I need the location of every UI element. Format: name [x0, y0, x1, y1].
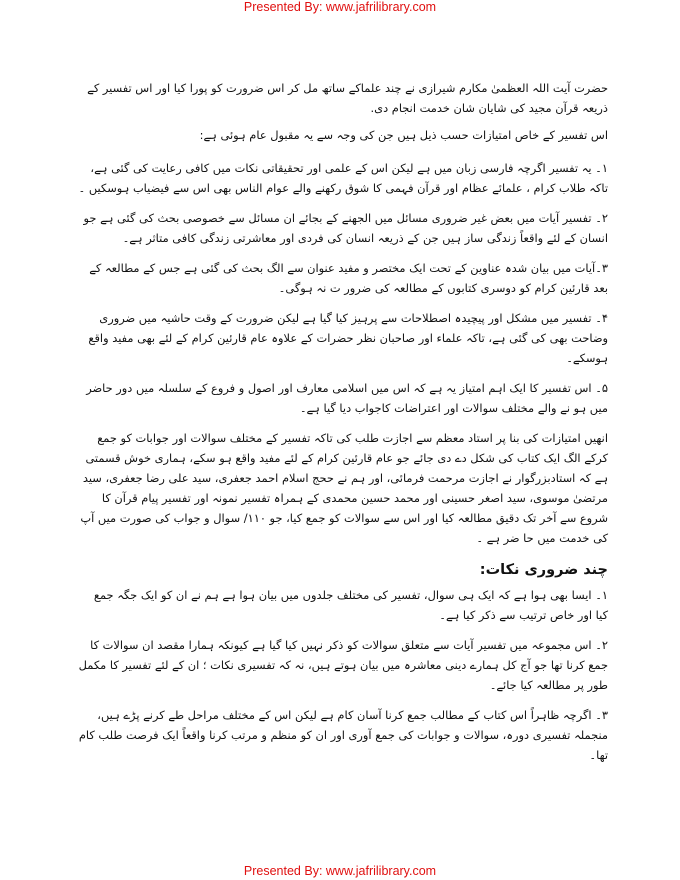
permission-paragraph: انھیں امتیازات کی بنا پر استاد معظم سے اجازت طلب کی تاکہ تفسیر کے مختلف سوالات اور جوابات کو جمع کرکے الگ ایک کتاب کی شکل دے دی جائے جو عام قارئین کرام کے لئے مفید واقع ہو سکے، ہماری خوش قسمتی ہے کہ استادبزرگوار نے اجازت مرحمت فرمائی، اور ہم نے ححج اسلام احمد جعفری، سید علی رضا جعفری، سید مرتضیٰ موسوی، سید اصغر حسینی اور محمد حسین محمدی کے ہمراہ تفسیر نمونہ اور تفسیر پیام قرآن کا شروع سے آخر تک دقیق مطالعہ کیا اور اس سے سوالات کو جمع کیا، جو ١١٠/ سوال و جواب کی صورت میں آپ کی خدمت میں حا ضر ہے ۔	[80, 431, 608, 545]
feature-1-paragraph: ١۔ یہ تفسیر اگرچہ فارسی زبان میں ہے لیکن اس کے علمی اور تحقیقاتی نکات میں کافی رعایت کی گئی ہے، تاکہ طلاب کرام ، علمائے عظام اور قرآن فہمی کا شوق رکھنے والے عوام الناس بھی اس سے فیضیاب ہوسکیں ۔	[78, 161, 608, 195]
footer-banner[interactable]: Presented By: www.jafrilibrary.com	[243, 864, 437, 878]
feature-2-paragraph: ٢۔ تفسیر آیات میں بعض غیر ضروری مسائل میں الجھنے کے بجائے ان مسائل سے خصوصی بحث کی گئی ہے جو انسان کے لئے واقعاً زندگی ساز ہیں جن کے ذریعہ انسان کی فردی اور معاشرتی زندگی کافی متاثر ہے۔	[83, 211, 608, 245]
document-body	[78, 78, 608, 765]
feature-4-paragraph: ۴۔ تفسیر میں مشکل اور پیچیدہ اصطلاحات سے پرہیز کیا گیا ہے لیکن ضرورت کے وقت حاشیہ میں ضروری وضاحت بھی کی گئی ہے، تاکہ علماء اور صاحبان نظر حضرات کے علاوہ عام قارئین کرام کے لئے بھی مفید واقع ہوسکے۔	[88, 311, 608, 365]
feature-5-paragraph: ۵۔ اس تفسیر کا ایک اہم امتیاز یہ ہے کہ اس میں اسلامی معارف اور اصول و فروع کے سلسلہ میں دور حاضر میں ہو نے والے مختلف سوالات اور اعتراضات کاجواب دیا گیا ہے۔	[86, 381, 608, 415]
note-3-paragraph: ٣۔ اگرچہ ظاہراً اس کتاب کے مطالب جمع کرنا آسان کام ہے لیکن اس کے مختلف مراحل طے کرنے پڑے ہیں، منجملہ تفسیری دورہ، سوالات و جوابات کی جمع آوری اور ان کو منظم و مرتب کرنا واقعاً ایک فرصت طلب کام تھا۔	[78, 708, 608, 762]
header-banner[interactable]: Presented By: www.jafrilibrary.com	[243, 0, 437, 14]
features-intro-paragraph: اس تفسیر کے خاص امتیازات حسب ذیل ہیں جن کی وجہ سے یہ مقبول عام ہوئی ہے:	[199, 128, 608, 142]
section-heading: چند ضروری نکات:	[479, 562, 608, 578]
note-1-paragraph: ١۔ ایسا بھی ہوا ہے کہ ایک ہی سوال، تفسیر کی مختلف جلدوں میں بیان ہوا ہے ہم نے ان کو ایک جگہ جمع کیا اور خاص ترتیب سے ذکر کیا ہے۔	[93, 588, 608, 622]
feature-3-paragraph: ٣۔آیات میں بیان شدہ عناوین کے تحت ایک مختصر و مفید عنوان سے الگ بحث کی گئی ہے جس کے مطالعہ کے بعد قارئین کرام کو دوسری کتابوں کے مطالعہ کی ضرور ت نہ ہوگی۔	[89, 261, 608, 295]
note-2-paragraph: ٢۔ اس مجموعہ میں تفسیر آیات سے متعلق سوالات کو ذکر نہیں کیا گیا ہے کیونکہ ہمارا مقصد ان سوالات کا جمع کرنا تھا جو آج کل ہمارے دینی معاشرہ میں بیان ہوتے ہیں، نہ کہ تفسیری نکات ؛ ان کے لئے تفسیر کا مکمل طور پر مطالعہ کیا جائے۔	[78, 638, 608, 692]
intro-paragraph: حضرت آیت اللہ العظمیٰ مکارم شیرازی نے چند علماکے ساتھ مل کر اس ضرورت کو پورا کیا اور اس تفسیر کے ذریعہ قرآن مجید کی شایان شان خدمت انجام دی.	[87, 81, 608, 115]
